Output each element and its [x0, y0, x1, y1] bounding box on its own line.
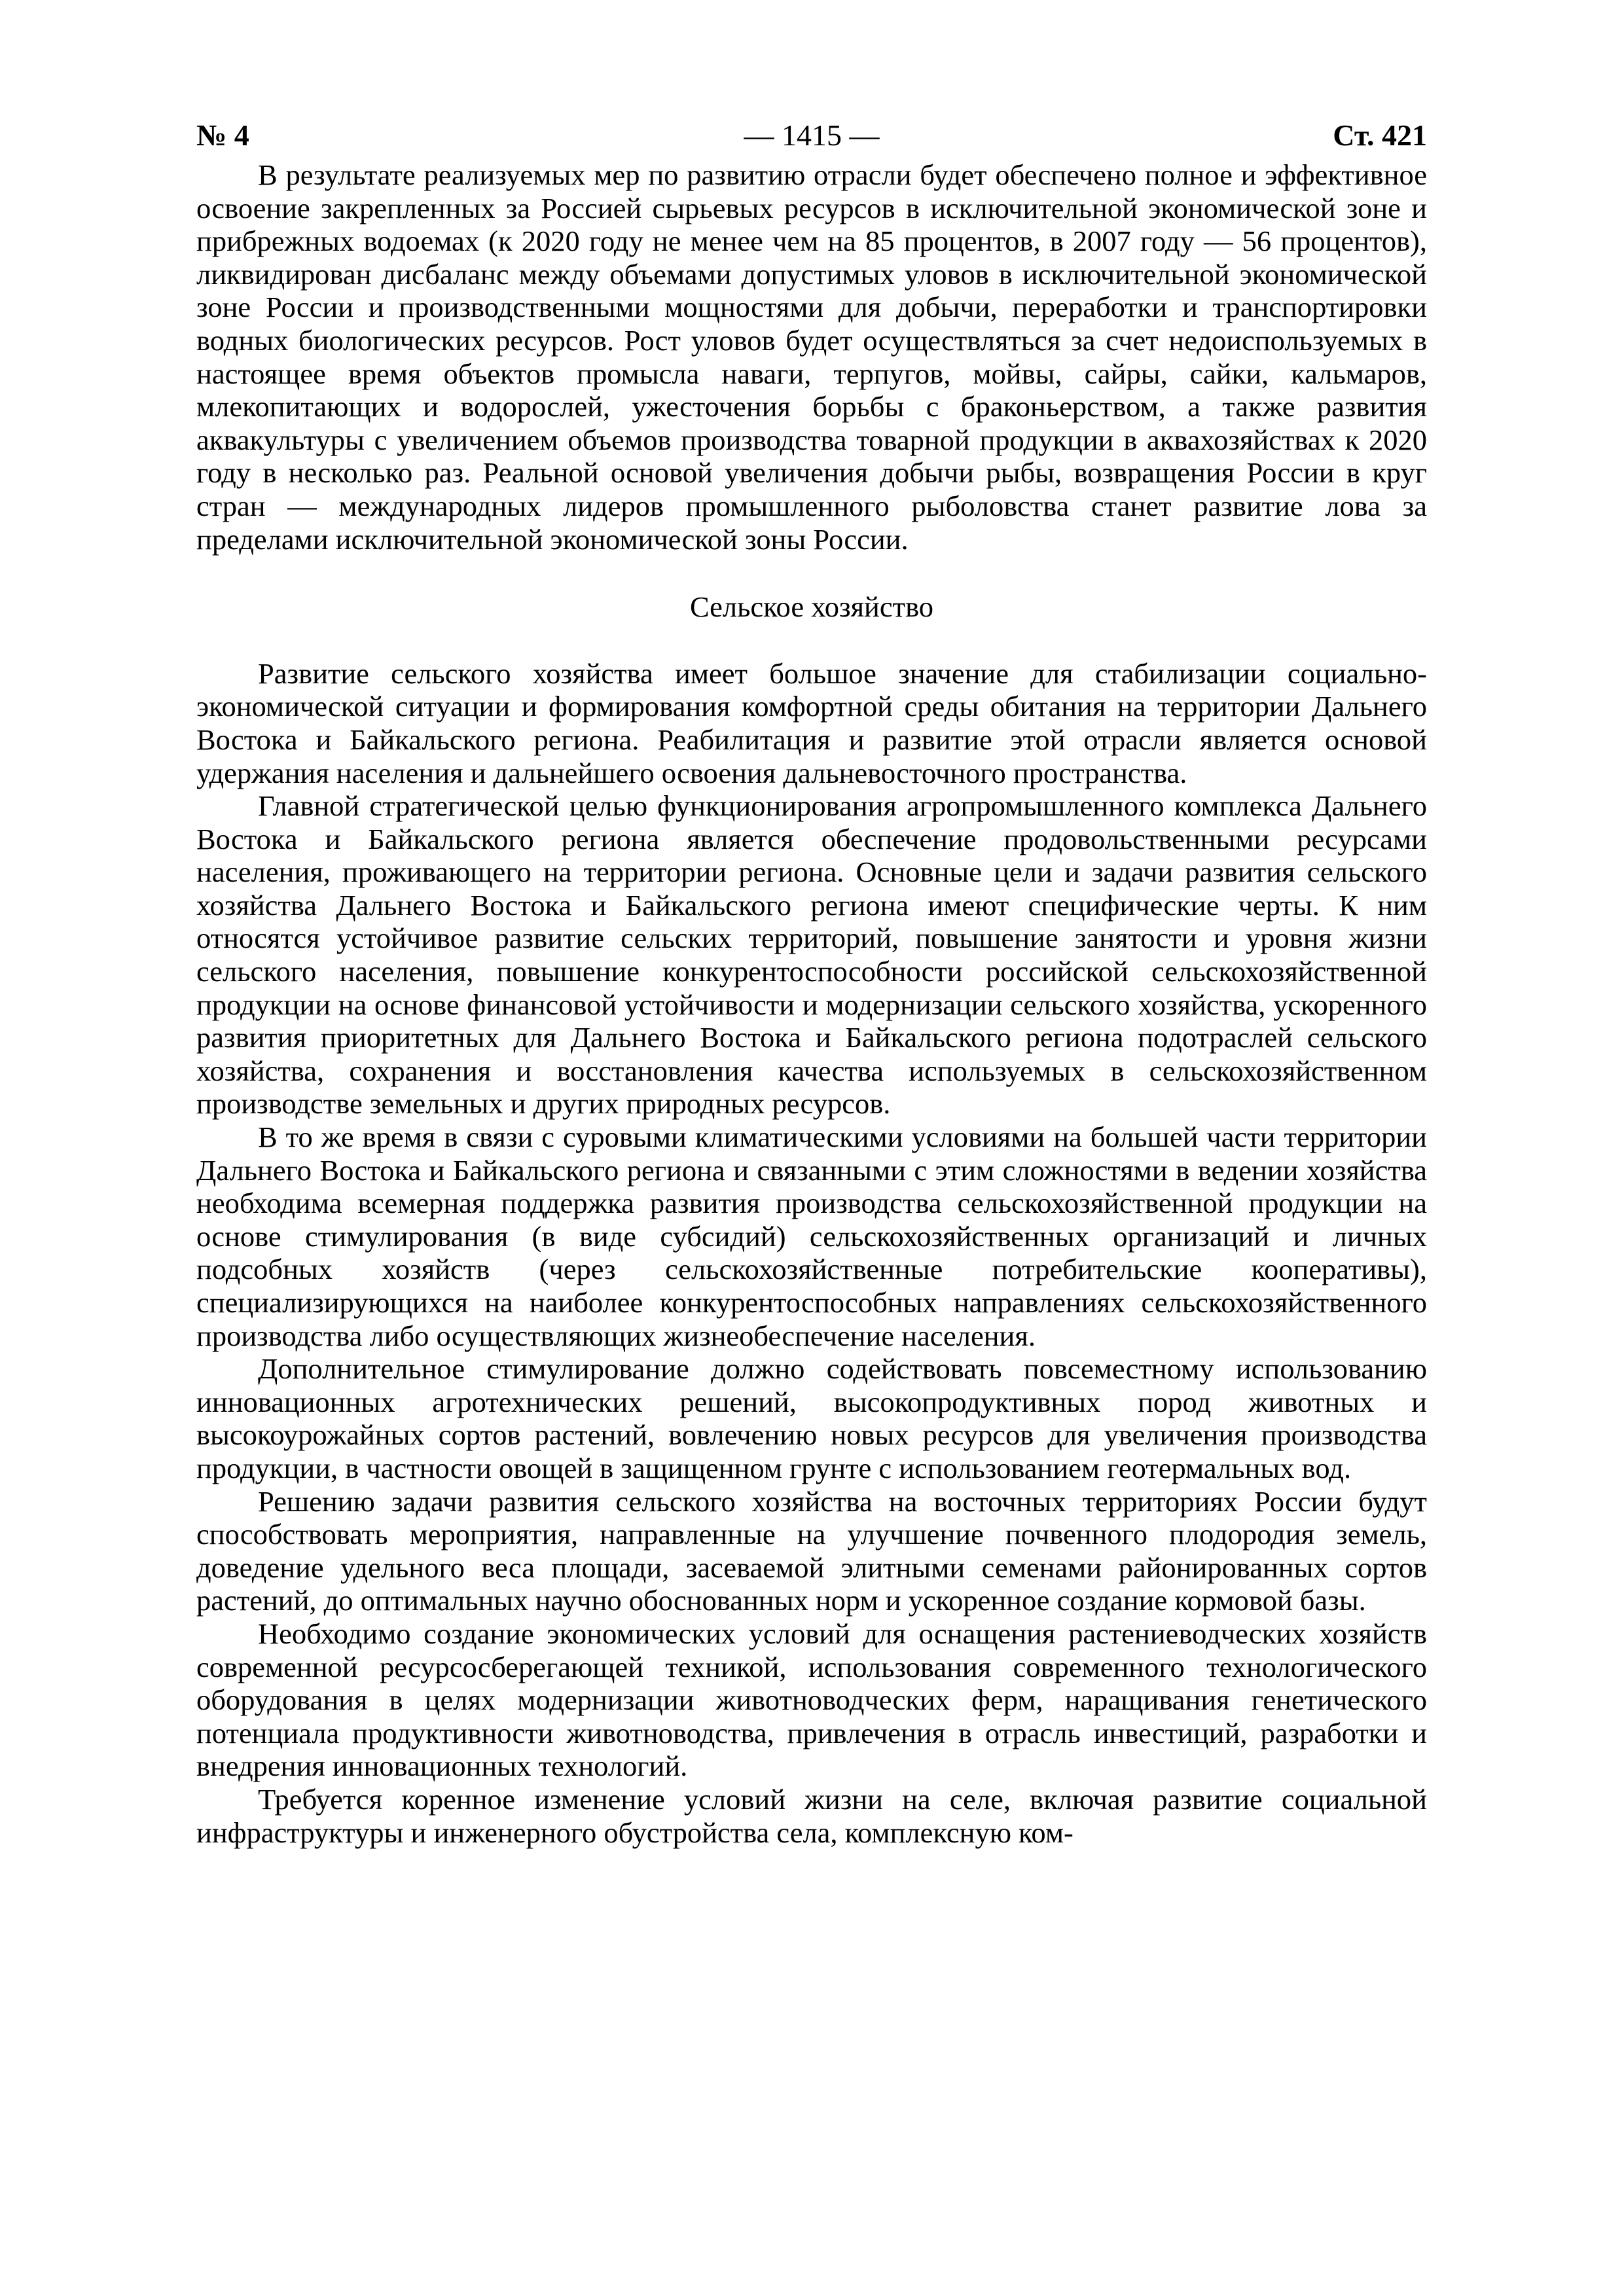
paragraph: Главной стратегической целью функционирования агропромышленного комплекса Дальнего Востока и Байкальского региона является обеспечение продовольственными ресурсами населения, проживающего на территории региона. Основные цели и задачи развития сельского хозяйства Дальнего Востока и Байкальского региона имеют специфические черты. К ним относятся устойчивое развитие сельских территорий, повышение занятости и уровня жизни сельского населения, повышение конкурентоспособности российской сельскохозяйственной продукции на основе финансовой устойчивости и модернизации сельского хозяйства, ускоренного развития приоритетных для Дальнего Востока и Байкальского региона подотраслей сельского хозяйства, сохранения и восстановления качества используемых в сельскохозяйственном производстве земельных и других природных ресурсов. — [196, 789, 1427, 1121]
paragraph: Дополнительное стимулирование должно содействовать повсеместному использованию инновационных агротехнических решений, высокопродуктивных пород животных и высокоурожайных сортов растений, вовлечению новых ресурсов для увеличения производства продукции, в частности овощей в защищенном грунте с использованием геотермальных вод. — [196, 1352, 1427, 1484]
paragraph: Необходимо создание экономических условий для оснащения растениеводческих хозяйств современной ресурсосберегающей техникой, использования современного технологического оборудования в целях модернизации животноводческих ферм, наращивания генетического потенциала продуктивности животноводства, привлечения в отрасль инвестиций, разработки и внедрения инновационных технологий. — [196, 1617, 1427, 1783]
page-body — [196, 158, 1427, 1849]
paragraph: Решению задачи развития сельского хозяйства на восточных территориях России будут способствовать мероприятия, направленные на улучшение почвенного плодородия земель, доведение удельного веса площади, засеваемой элитными семенами районированных сортов растений, до оптимальных научно обоснованных норм и ускоренное создание кормовой базы. — [196, 1484, 1427, 1617]
paragraph-fisheries-results: В результате реализуемых мер по развитию отрасли будет обеспечено полное и эффективное освоение закрепленных за Россией сырьевых ресурсов в исключительной экономической зоне и прибрежных водоемах (к 2020 году не менее чем на 85 процентов, в 2007 году — 56 процентов), ликвидирован дисбаланс между объемами допустимых уловов в исключительной экономической зоне России и производственными мощностями для добычи, переработки и транспортировки водных биологических ресурсов. Рост уловов будет осуществляться за счет недоиспользуемых в настоящее время объектов промысла наваги, терпугов, мойвы, сайры, сайки, кальмаров, млекопитающих и водорослей, ужесточения борьбы с браконьерством, а также развития аквакультуры с увеличением объемов производства товарной продукции в аквахозяйствах к 2020 году в несколько раз. Реальной основой увеличения добычи рыбы, возвращения России в круг стран — международных лидеров промышленного рыболовства станет развитие лова за пределами исключительной экономической зоны России. — [196, 158, 1427, 556]
page-number: — 1415 — — [744, 118, 880, 152]
issue-number: № 4 — [196, 118, 249, 152]
document-page — [196, 113, 1427, 1849]
paragraph: Развитие сельского хозяйства имеет большое значение для стабилизации социально-экономической ситуации и формирования комфортной среды обитания на территории Дальнего Востока и Байкальского региона. Реабилитация и развитие этой отрасли является основой удержания населения и дальнейшего освоения дальневосточного пространства. — [196, 656, 1427, 789]
paragraph: В то же время в связи с суровыми климатическими условиями на большей части территории Дальнего Востока и Байкальского региона и связанными с этим сложностями в ведении хозяйства необходима всемерная поддержка развития производства сельскохозяйственной продукции на основе стимулирования (в виде субсидий) сельскохозяйственных организаций и личных подсобных хозяйств (через сельскохозяйственные потребительские кооперативы), специализирующихся на наиболее конкурентоспособных направлениях сельскохозяйственного производства либо осуществляющих жизнеобеспечение населения. — [196, 1121, 1427, 1352]
article-number: Ст. 421 — [1333, 118, 1427, 152]
section-title-agriculture: Сельское хозяйство — [689, 590, 934, 624]
paragraph-continued: Требуется коренное изменение условий жизни на селе, включая развитие социальной инфраструктуры и инженерного обустройства села, комплексную ком- — [196, 1782, 1427, 1849]
page-header — [196, 113, 1427, 158]
